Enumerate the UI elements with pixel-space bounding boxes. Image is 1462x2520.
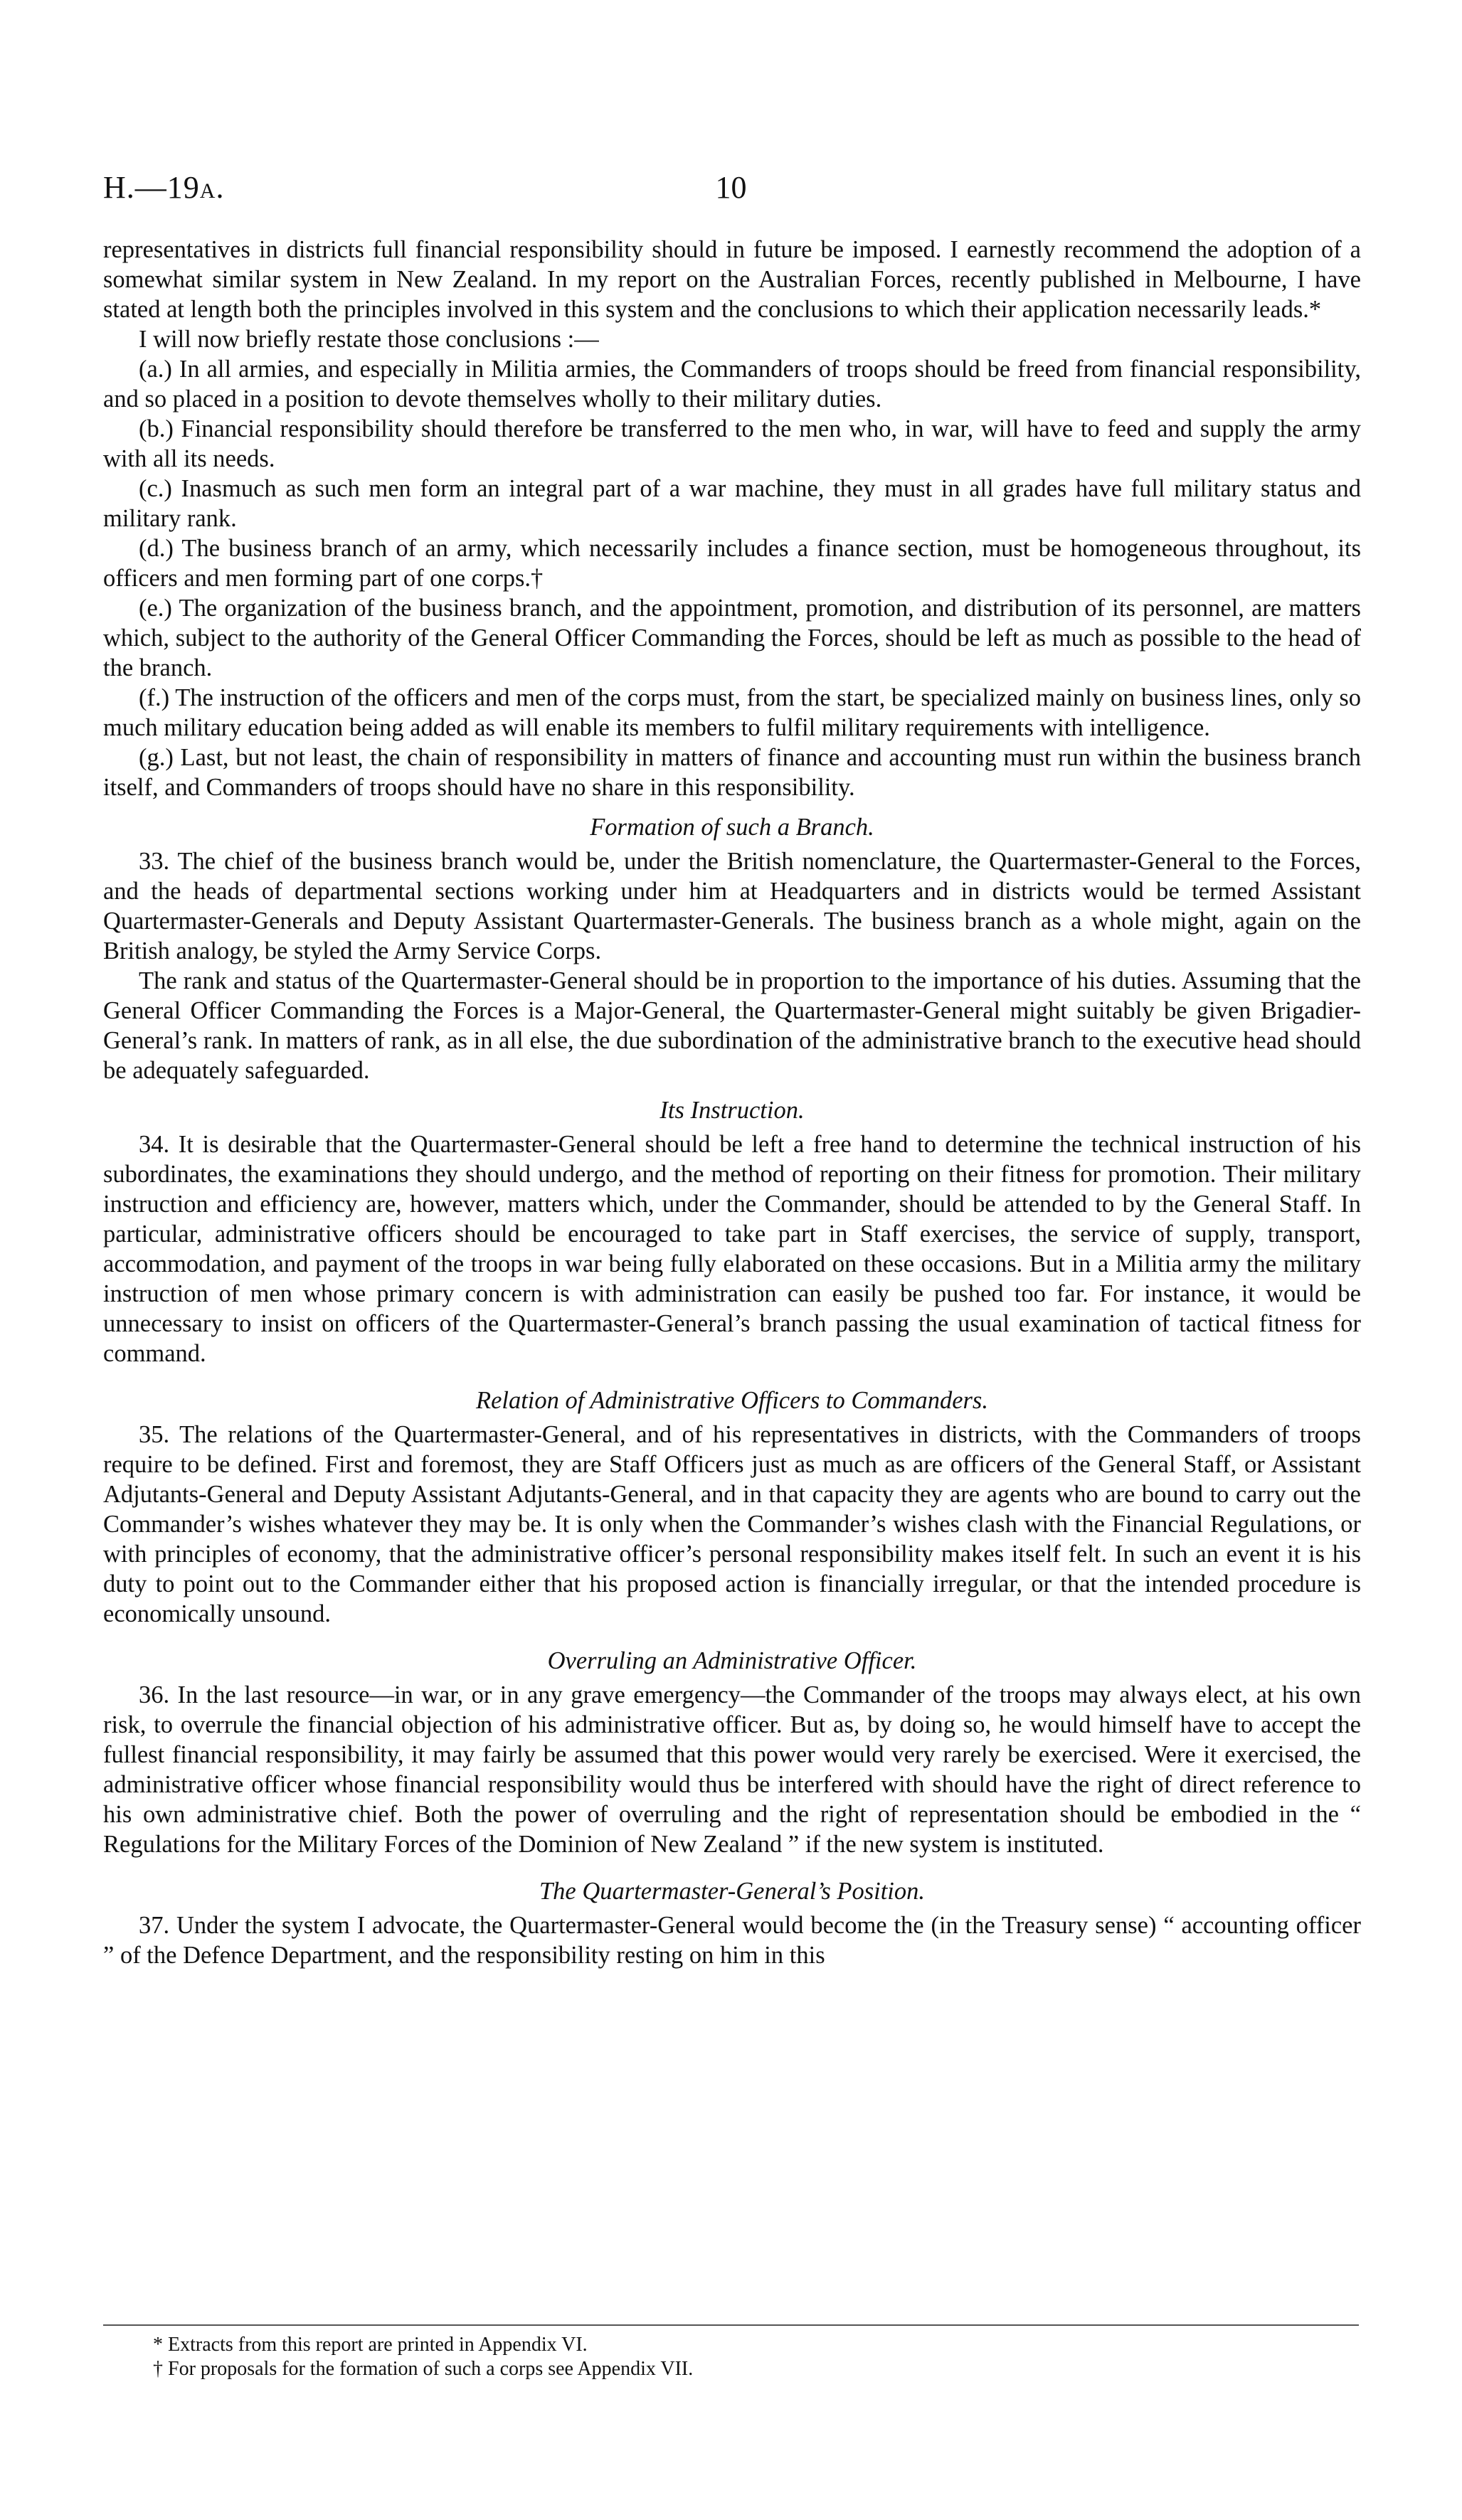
- paragraph-rank-status: The rank and status of the Quartermaster-General should be in proportion to the importance of his duties. Assuming that the General Officer Commanding the Forces is a Major-General, the Quartermaster-General might suitably be given Brigadier-General’s rank. In matters of rank, as in all else, the due subordination of the administrative branch to the executive head should be adequately safeguarded.: [103, 967, 1361, 1084]
- paragraph-continuation: representatives in districts full financial responsibility should in future be imposed. I earnestly recommend the adoption of a somewhat similar system in New Zealand. In my report on the Australian Forces, recently published in Melbourne, I have stated at length both the principles involved in this system and the conclusions to which their application necessarily leads.*: [103, 236, 1361, 323]
- paragraph-intro: I will now briefly restate those conclusions :—: [139, 326, 599, 353]
- paragraph-37: 37. Under the system I advocate, the Quartermaster-General would become the (in the Treasury sense) “ accounting officer ” of the Defence Department, and the responsibility resting on him in this: [103, 1912, 1361, 1969]
- page-number: 10: [715, 170, 747, 205]
- section-heading: Overruling an Administrative Officer.: [547, 1647, 917, 1674]
- conclusion-c: (c.) Inasmuch as such men form an integral part of a war machine, they must in all grades have full military status and military rank.: [103, 475, 1361, 532]
- footnote-divider: [103, 2324, 1359, 2326]
- conclusion-d: (d.) The business branch of an army, which necessarily includes a finance section, must be homogeneous throughout, its officers and men forming part of one corps.†: [103, 535, 1361, 592]
- paragraph-36: 36. In the last resource—in war, or in any grave emergency—the Commander of the troops may always elect, at his own risk, to overrule the financial objection of his administrative officer. But as, by doing so, he would himself have to accept the fullest financial responsibility, it may fairly be assumed that this power would very rarely be exercised. Were it exercised, the administrative officer whose financial responsibility would thus be interfered with should have the right of direct reference to his own administrative chief. Both the power of overruling and the right of representation should be embodied in the “ Regulations for the Military Forces of the Dominion of New Zealand ” if the new system is instituted.: [103, 1681, 1361, 1858]
- paragraph-33: 33. The chief of the business branch would be, under the British nomenclature, the Quartermaster-General to the Forces, and the heads of departmental sections working under him at Headquarters and in districts would be termed Assistant Quartermaster-Generals and Deputy Assistant Quartermaster-Generals. The business branch as a whole might, again on the British analogy, be styled the Army Service Corps.: [103, 848, 1361, 964]
- conclusion-f: (f.) The instruction of the officers and men of the corps must, from the start, be specialized mainly on business lines, only so much military education being added as will enable its members to fulfil military requirements with intelligence.: [103, 684, 1361, 741]
- reference-suffix: A: [199, 179, 216, 203]
- reference-main: H.—19: [103, 170, 200, 205]
- footnote-asterisk: * Extracts from this report are printed in Appendix VI.: [153, 2334, 588, 2356]
- conclusion-a: (a.) In all armies, and especially in Militia armies, the Commanders of troops should be freed from financial responsibility, and so placed in a position to devote themselves wholly to their military duties.: [103, 356, 1361, 413]
- section-heading: Relation of Administrative Officers to Commanders.: [476, 1387, 988, 1414]
- footnotes: [103, 2324, 1361, 2381]
- conclusion-b: (b.) Financial responsibility should therefore be transferred to the men who, in war, will have to feed and supply the army with all its needs.: [103, 415, 1361, 472]
- document-body: [103, 235, 1361, 1970]
- reference-end: .: [216, 170, 225, 205]
- conclusion-g: (g.) Last, but not least, the chain of responsibility in matters of finance and accounting must run within the business branch itself, and Commanders of troops should have no share in this responsibility.: [103, 744, 1361, 801]
- section-heading: The Quartermaster-General’s Position.: [539, 1878, 926, 1905]
- footnote-dagger: † For proposals for the formation of such a corps see Appendix VII.: [153, 2358, 694, 2380]
- section-heading: Formation of such a Branch.: [590, 814, 874, 841]
- page-header: [103, 169, 1359, 219]
- paragraph-35: 35. The relations of the Quartermaster-General, and of his representatives in districts, with the Commanders of troops require to be defined. First and foremost, they are Staff Officers just as much as are officers of the General Staff, or Assistant Adjutants-General and Deputy Assistant Adjutants-General, and in that capacity they are agents who are bound to carry out the Commander’s wishes whatever they may be. It is only when the Commander’s wishes clash with the Financial Regulations, or with principles of economy, that the administrative officer’s personal responsibility makes itself felt. In such an event it is his duty to point out to the Commander either that his proposed action is financially irregular, or that the intended procedure is economically unsound.: [103, 1421, 1361, 1627]
- conclusion-e: (e.) The organization of the business branch, and the appointment, promotion, and distribution of its personnel, are matters which, subject to the authority of the General Officer Commanding the Forces, should be left as much as possible to the head of the branch.: [103, 595, 1361, 681]
- section-heading: Its Instruction.: [660, 1097, 805, 1124]
- paragraph-34: 34. It is desirable that the Quartermaster-General should be left a free hand to determine the technical instruction of his subordinates, the examinations they should undergo, and the method of reporting on their fitness for promotion. Their military instruction and efficiency are, however, matters which, under the Commander, should be attended to by the General Staff. In particular, administrative officers should be encouraged to take part in Staff exercises, the service of supply, transport, accommodation, and payment of the troops in war being fully elaborated on these occasions. But in a Militia army the military instruction of men whose primary concern is with administration can easily be pushed too far. For instance, it would be unnecessary to insist on officers of the Quartermaster-General’s branch passing the usual examination of tactical fitness for command.: [103, 1131, 1361, 1367]
